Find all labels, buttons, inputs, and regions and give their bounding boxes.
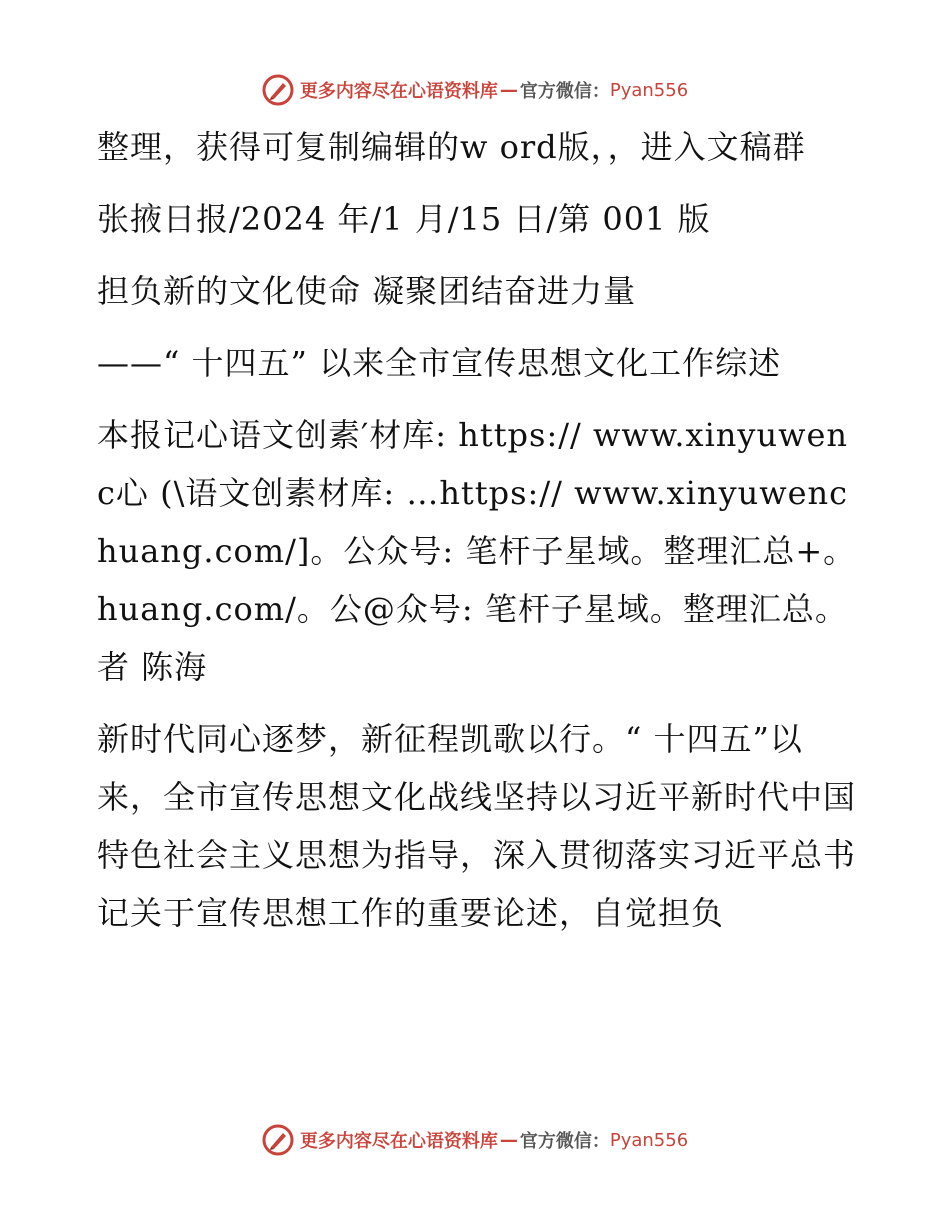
document-body	[97, 118, 857, 942]
paragraph-source-line: 张掖日报/2024 年/1 月/15 日/第 001 版	[97, 200, 711, 238]
watermark-text	[300, 77, 688, 103]
paragraph-body: 新时代同心逐梦，新征程凯歌以行。“ 十四五”以来，全市宣传思想文化战线坚持以习近平新时代中国特色社会主义思想为指导，深入贯彻落实习近平总书记关于宣传思想工作的重要论述，自觉担负	[97, 720, 857, 932]
pen-logo-icon	[262, 74, 294, 106]
watermark-dash: —	[499, 1129, 518, 1151]
header-watermark	[0, 70, 950, 110]
article-subtitle: ——“ 十四五” 以来全市宣传思想文化工作综述	[97, 344, 782, 382]
watermark-main: 更多内容尽在心语资料库	[299, 1131, 498, 1152]
article-title: 担负新的文化使命 凝聚团结奋进力量	[97, 272, 637, 310]
watermark-text	[300, 1127, 688, 1153]
watermark-main: 更多内容尽在心语资料库	[299, 81, 498, 102]
paragraph-byline: 本报记心语文创素′材库: https:// www.xinyuwenc心 (\语文创素材库: …https:// www.xinyuwenchuang.com/]。公众号: 笔杆子星域。整理汇总+。huang.com/。公@众号: 笔杆子星域。整理汇总。者 陈海	[97, 416, 857, 686]
watermark-wechat-label: 官方微信：	[519, 81, 610, 102]
footer-watermark	[0, 1120, 950, 1160]
paragraph-intro: 整理，获得可复制编辑的w ord版，，进入文稿群	[97, 128, 806, 166]
watermark-wechat-label: 官方微信：	[519, 1131, 610, 1152]
watermark-dash: —	[499, 79, 518, 101]
pen-logo-icon	[262, 1124, 294, 1156]
watermark-wechat-id: Pyan556	[609, 1129, 689, 1151]
watermark-wechat-id: Pyan556	[609, 79, 689, 101]
